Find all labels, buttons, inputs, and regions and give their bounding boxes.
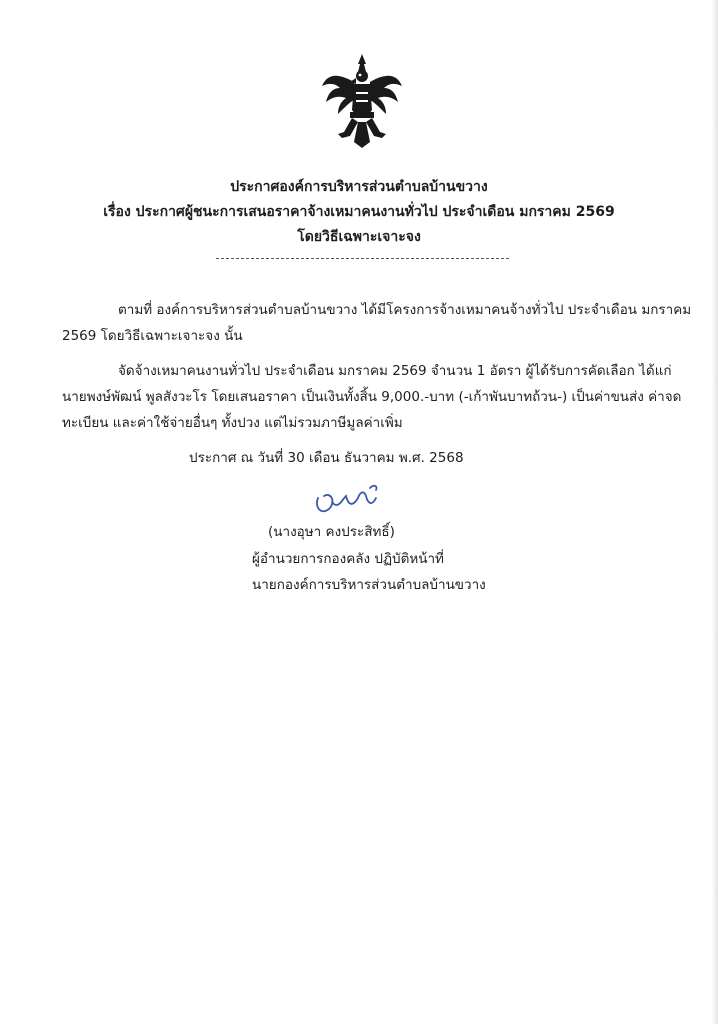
garuda-emblem-icon — [320, 52, 404, 148]
paragraph-2-line-3: ทะเบียน และค่าใช้จ่ายอื่นๆ ทั้งปวง แต่ไม่รวมภาษีมูลค่าเพิ่ม — [62, 415, 403, 431]
procurement-method: โดยวิธีเฉพาะเจาะจง — [297, 229, 421, 245]
page-edge-shadow — [712, 0, 718, 1024]
paragraph-2-line-1: จัดจ้างเหมาคนงานทั่วไป ประจำเดือน มกราคม 2569 จำนวน 1 อัตรา ผู้ได้รับการคัดเลือก ได้แก่ — [118, 363, 672, 379]
paragraph-1-line-1: ตามที่ องค์การบริหารส่วนตำบลบ้านขวาง ได้มีโครงการจ้างเหมาคนจ้างทั่วไป ประจำเดือน มกราคม — [118, 302, 692, 318]
paragraph-1-line-2: 2569 โดยวิธีเฉพาะเจาะจง นั้น — [62, 328, 243, 344]
signatory-position-2: นายกองค์การบริหารส่วนตำบลบ้านขวาง — [252, 577, 486, 593]
signatory-position-1: ผู้อำนวยการกองคลัง ปฏิบัติหน้าที่ — [252, 551, 444, 567]
header-divider — [216, 258, 509, 259]
paragraph-2-line-2: นายพงษ์พัฒน์ พูลสังวะโร โดยเสนอราคา เป็นเงินทั้งสิ้น 9,000.-บาท (-เก้าพันบาทถ้วน-) เป็นค่าขนส่ง ค่าจด — [62, 389, 682, 405]
announcement-date: ประกาศ ณ วันที่ 30 เดือน ธันวาคม พ.ศ. 2568 — [189, 450, 464, 466]
announcement-subject: เรื่อง ประกาศผู้ชนะการเสนอราคาจ้างเหมาคนงานทั่วไป ประจำเดือน มกราคม 2569 — [103, 204, 615, 220]
signatory-name: (นางอุษา คงประสิทธิ์) — [268, 524, 395, 540]
announcement-org-title: ประกาศองค์การบริหารส่วนตำบลบ้านขวาง — [230, 179, 488, 195]
handwritten-signature — [312, 478, 388, 520]
